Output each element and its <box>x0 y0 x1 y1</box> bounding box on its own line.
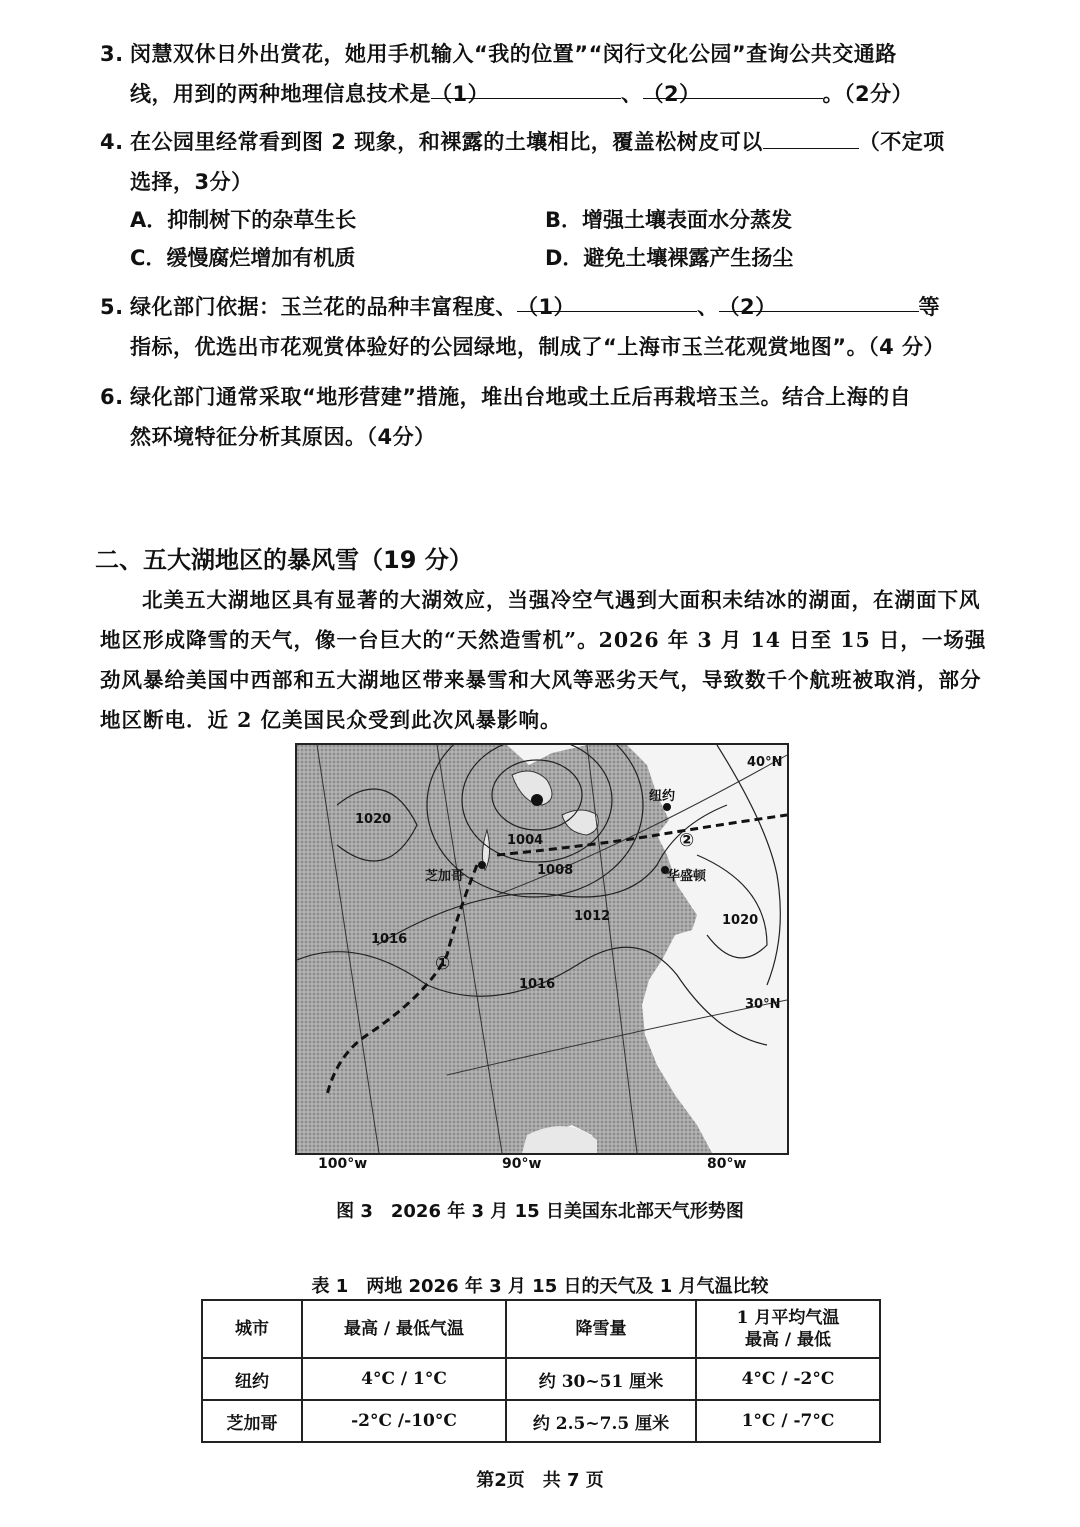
marker-2: ② <box>679 830 695 851</box>
lon-label-100w: 100°w <box>318 1156 368 1172</box>
city-label-newyork: 纽约 <box>649 789 676 804</box>
option-a[interactable]: A．抑制树下的杂草生长 <box>130 208 357 232</box>
separator: 、 <box>697 295 719 319</box>
land-area <box>297 745 712 1153</box>
cell-jan: 4°C / -2°C <box>696 1358 880 1400</box>
isobar-label-1012: 1012 <box>574 909 611 924</box>
city-label-chicago: 芝加哥 <box>425 869 465 884</box>
header-jan-line2: 最高 / 最低 <box>744 1330 832 1350</box>
option-d[interactable]: D．避免土壤裸露产生扬尘 <box>545 246 794 270</box>
question-text: 选择，3分） <box>130 170 253 194</box>
answer-blank-1[interactable]: （1） <box>517 287 697 312</box>
chicago-dot <box>478 861 486 869</box>
question-text: 线，用到的两种地理信息技术是 <box>130 82 431 106</box>
question-number: 4. <box>100 130 124 154</box>
question-3 <box>100 34 1000 114</box>
isobar-label-1004: 1004 <box>507 833 544 848</box>
figure-caption: 图 3 2026 年 3 月 15 日美国东北部天气形势图 <box>336 1201 744 1222</box>
question-text: 等 <box>918 295 940 319</box>
weather-map-graphic <box>297 745 787 1153</box>
question-5 <box>100 287 1000 367</box>
question-number: 3. <box>100 42 124 66</box>
comparison-table <box>201 1299 881 1443</box>
isobar-label-1020-east: 1020 <box>722 913 759 928</box>
option-b[interactable]: B．增强土壤表面水分蒸发 <box>545 208 793 232</box>
section-title: 二、五大湖地区的暴风雪（19 分） <box>95 546 473 574</box>
header-snow: 降雪量 <box>506 1300 696 1358</box>
question-4 <box>100 122 1000 202</box>
lon-label-90w: 90°w <box>502 1156 542 1172</box>
header-jan-line1: 1 月平均气温 <box>736 1308 840 1328</box>
isobar-label-1008: 1008 <box>537 863 574 878</box>
option-c[interactable]: C．缓慢腐烂增加有机质 <box>130 246 356 270</box>
table-row <box>202 1400 880 1442</box>
question-number: 5. <box>100 295 124 319</box>
question-text: 在公园里经常看到图 2 现象，和裸露的土壤相比，覆盖松树皮可以 <box>130 130 763 154</box>
cell-snow: 约 2.5~7.5 厘米 <box>506 1400 696 1442</box>
isobar-label-1020-west: 1020 <box>355 812 392 827</box>
cell-temp: 4°C / 1°C <box>302 1358 506 1400</box>
question-text: （不定项 <box>858 130 945 154</box>
weather-map <box>295 743 789 1155</box>
answer-blank-2[interactable]: （2） <box>643 74 823 99</box>
question-text: 指标，优选出市花观赏体验好的公园绿地，制成了“上海市玉兰花观赏地图”。（4 分） <box>130 335 946 359</box>
lat-label-40n: 40°N <box>747 755 783 770</box>
table-title: 表 1 两地 2026 年 3 月 15 日的天气及 1 月气温比较 <box>311 1276 769 1297</box>
question-text: 然环境特征分析其原因。（4分） <box>130 425 436 449</box>
isobar-label-1016-west: 1016 <box>371 932 408 947</box>
question-number: 6. <box>100 385 124 409</box>
question-text: 绿化部门依据：玉兰花的品种丰富程度、 <box>130 295 517 319</box>
table-header-row <box>202 1300 880 1358</box>
points: 。（2分） <box>822 82 914 106</box>
cell-temp: -2°C /-10°C <box>302 1400 506 1442</box>
header-temp: 最高 / 最低气温 <box>302 1300 506 1358</box>
cell-city: 芝加哥 <box>202 1400 302 1442</box>
section-paragraph: 北美五大湖地区具有显著的大湖效应，当强冷空气遇到大面积未结冰的湖面，在湖面下风地区形成降雪的天气，像一台巨大的“天然造雪机”。2026 年 3 月 14 日至 15 日，一场强劲风暴给美国中西部和五大湖地区带来暴雪和大风等恶劣天气，导致数千个航班被取消，部分地区断电．近 2 亿美国民众受到此次风暴影响。 <box>100 588 987 732</box>
header-city: 城市 <box>202 1300 302 1358</box>
city-label-washington: 华盛顿 <box>667 869 707 884</box>
question-text: 闵慧双休日外出赏花，她用手机输入“我的位置”“闵行文化公园”查询公共交通路 <box>130 42 897 66</box>
lon-label-80w: 80°w <box>707 1156 747 1172</box>
question-6 <box>100 377 1000 457</box>
answer-blank[interactable] <box>763 124 859 149</box>
answer-blank-2[interactable]: （2） <box>719 287 919 312</box>
newyork-dot <box>663 803 671 811</box>
separator: 、 <box>621 82 643 106</box>
cell-city: 纽约 <box>202 1358 302 1400</box>
cell-snow: 约 30~51 厘米 <box>506 1358 696 1400</box>
lat-label-30n: 30°N <box>745 997 781 1012</box>
page-footer: 第2页 共 7 页 <box>476 1470 604 1491</box>
low-center <box>531 794 543 806</box>
header-jan <box>696 1300 880 1358</box>
table-row <box>202 1358 880 1400</box>
answer-blank-1[interactable]: （1） <box>431 74 621 99</box>
cell-jan: 1°C / -7°C <box>696 1400 880 1442</box>
isobar-label-1016-south: 1016 <box>519 977 556 992</box>
marker-1: ① <box>435 953 451 974</box>
question-text: 绿化部门通常采取“地形营建”措施，堆出台地或土丘后再栽培玉兰。结合上海的自 <box>130 385 912 409</box>
